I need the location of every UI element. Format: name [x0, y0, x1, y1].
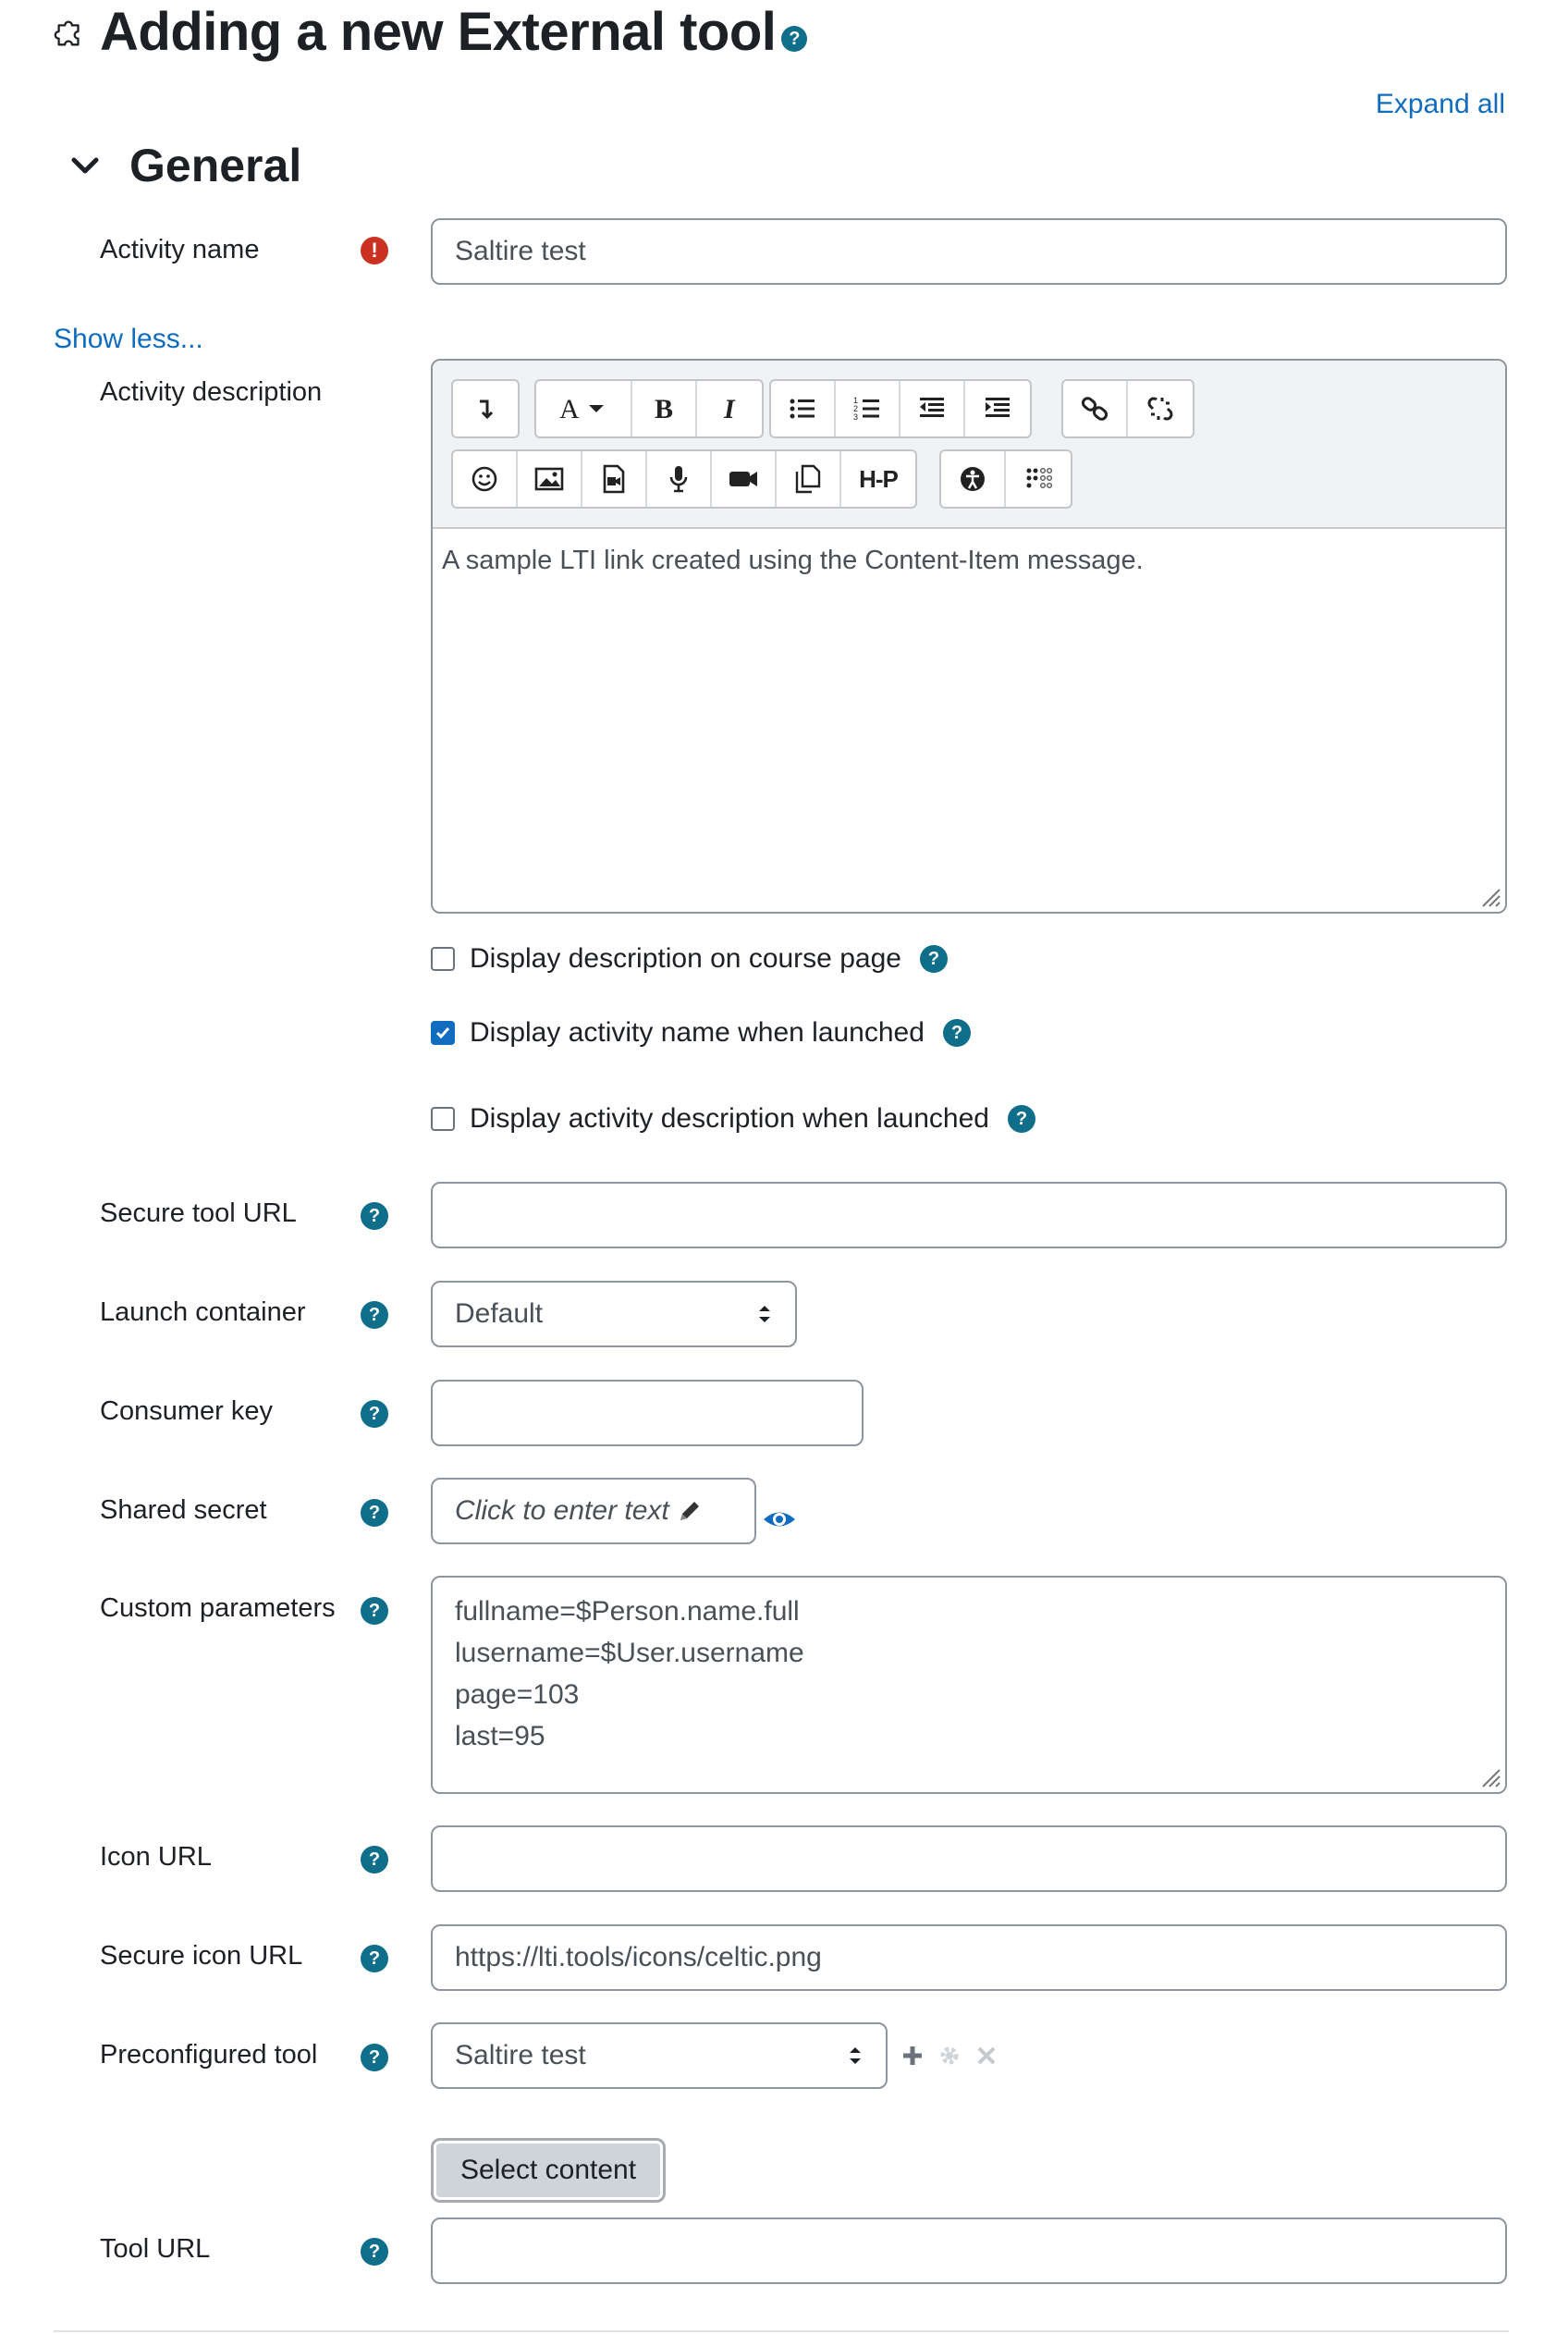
svg-text:1: 1	[853, 396, 859, 405]
shared-secret-input[interactable]	[431, 1478, 756, 1544]
help-icon[interactable]: ?	[361, 1202, 388, 1230]
emoji-icon[interactable]	[453, 451, 518, 507]
unlink-icon[interactable]	[1128, 381, 1193, 436]
shared-secret-placeholder: Click to enter text	[455, 1495, 669, 1526]
launch-container-value: Default	[455, 1298, 544, 1329]
svg-text:3: 3	[853, 412, 859, 422]
toolbar-group-accessibility	[939, 449, 1072, 509]
svg-text:2: 2	[853, 404, 859, 413]
custom-parameter-line: page=103	[455, 1679, 580, 1710]
tool-url-label: Tool URL	[100, 2234, 211, 2264]
page-header	[52, 0, 807, 65]
help-icon[interactable]: ?	[1008, 1105, 1035, 1133]
screen-reader-helper-icon[interactable]	[1006, 451, 1071, 507]
activity-name-label: Activity name	[100, 235, 260, 264]
help-icon[interactable]: ?	[361, 1499, 388, 1527]
manage-files-icon[interactable]	[777, 451, 841, 507]
activity-name-value: Saltire test	[455, 236, 586, 266]
consumer-key-input[interactable]	[431, 1380, 864, 1446]
checkmark-icon	[434, 1024, 452, 1042]
launch-container-label: Launch container	[100, 1297, 306, 1327]
custom-parameters-label: Custom parameters	[100, 1593, 336, 1623]
display-description-checkbox-row[interactable]	[431, 943, 948, 975]
help-icon[interactable]: ?	[920, 945, 948, 973]
display-activity-description-label: Display activity description when launched	[470, 1103, 989, 1134]
media-icon[interactable]	[582, 451, 647, 507]
svg-text:A: A	[559, 394, 580, 424]
custom-parameter-line: last=95	[455, 1721, 545, 1751]
help-icon[interactable]: ?	[361, 1945, 388, 1972]
icon-url-input[interactable]	[431, 1825, 1507, 1892]
shared-secret-label: Shared secret	[100, 1495, 267, 1525]
accessibility-checker-icon[interactable]	[941, 451, 1006, 507]
tool-url-input[interactable]	[431, 2217, 1507, 2284]
secure-icon-url-input[interactable]	[431, 1924, 1507, 1991]
preconfigured-tool-select[interactable]	[431, 2022, 888, 2089]
activity-description-label: Activity description	[100, 377, 323, 407]
secure-icon-url-label: Secure icon URL	[100, 1941, 303, 1971]
eye-icon[interactable]	[762, 1505, 797, 1533]
secure-icon-url-value: https://lti.tools/icons/celtic.png	[455, 1942, 822, 1972]
display-activity-name-checkbox[interactable]	[431, 1021, 455, 1045]
preconfigured-tool-actions	[900, 2044, 998, 2068]
help-icon[interactable]: ?	[361, 2238, 388, 2266]
toolbar-group-lists	[769, 379, 1032, 438]
resize-handle-icon[interactable]	[1477, 1764, 1501, 1788]
help-icon[interactable]: ?	[781, 26, 807, 52]
activity-name-input[interactable]	[431, 218, 1507, 285]
close-icon[interactable]	[974, 2044, 998, 2068]
bold-icon[interactable]	[632, 381, 697, 436]
numbered-list-icon[interactable]	[836, 381, 900, 436]
gear-icon[interactable]	[937, 2044, 962, 2068]
help-icon[interactable]: ?	[361, 1301, 388, 1329]
custom-parameter-line: fullname=$Person.name.full	[455, 1596, 800, 1627]
select-content-button[interactable]: Select content	[431, 2138, 666, 2203]
display-description-label: Display description on course page	[470, 943, 901, 974]
toolbar-group-links	[1061, 379, 1194, 438]
h5p-icon[interactable]	[841, 451, 915, 507]
collapse-icon[interactable]	[453, 381, 518, 436]
pencil-icon	[677, 1498, 703, 1524]
custom-parameters-textarea[interactable]	[431, 1576, 1507, 1794]
display-activity-name-checkbox-row[interactable]	[431, 1017, 971, 1049]
divider	[54, 2330, 1509, 2332]
custom-parameter-line: lusername=$User.username	[455, 1638, 804, 1668]
link-icon[interactable]	[1063, 381, 1128, 436]
chevron-down-icon[interactable]	[67, 147, 104, 184]
help-icon[interactable]: ?	[361, 1400, 388, 1428]
launch-container-select[interactable]	[431, 1281, 797, 1347]
record-video-icon[interactable]	[712, 451, 777, 507]
bullet-list-icon[interactable]	[771, 381, 836, 436]
activity-description-editor[interactable]	[431, 359, 1507, 914]
display-activity-description-checkbox-row[interactable]	[431, 1103, 1035, 1135]
preconfigured-tool-label: Preconfigured tool	[100, 2040, 318, 2070]
display-activity-description-checkbox[interactable]	[431, 1107, 455, 1131]
resize-handle-icon[interactable]	[1477, 884, 1501, 908]
puzzle-piece-icon	[52, 15, 87, 50]
select-arrows-icon	[756, 1302, 773, 1326]
secure-tool-url-label: Secure tool URL	[100, 1198, 297, 1228]
help-icon[interactable]: ?	[361, 1846, 388, 1873]
help-icon[interactable]: ?	[943, 1019, 971, 1047]
display-description-checkbox[interactable]	[431, 947, 455, 971]
svg-text:B: B	[655, 394, 674, 424]
page-title: Adding a new External tool	[100, 2, 777, 62]
italic-icon[interactable]	[697, 381, 762, 436]
outdent-icon[interactable]	[900, 381, 965, 436]
font-size-icon[interactable]	[536, 381, 632, 436]
svg-text:I: I	[724, 394, 735, 424]
icon-url-label: Icon URL	[100, 1842, 212, 1872]
show-less-link[interactable]: Show less...	[54, 324, 203, 354]
section-title: General	[129, 140, 302, 191]
preconfigured-tool-value: Saltire test	[455, 2040, 586, 2070]
editor-content[interactable]: A sample LTI link created using the Content-Item message.	[442, 546, 1144, 575]
secure-tool-url-input[interactable]	[431, 1182, 1507, 1248]
toolbar-group-collapse	[451, 379, 520, 438]
display-activity-name-label: Display activity name when launched	[470, 1017, 925, 1048]
help-icon[interactable]: ?	[361, 1597, 388, 1625]
required-icon: !	[361, 237, 388, 264]
select-arrows-icon	[847, 2044, 864, 2068]
expand-all-link[interactable]: Expand all	[1375, 89, 1505, 119]
h5p-label: H-P	[859, 464, 898, 493]
toolbar-group-style	[534, 379, 764, 438]
custom-parameters-lines	[455, 1591, 804, 1757]
help-icon[interactable]: ?	[361, 2044, 388, 2071]
indent-icon[interactable]	[965, 381, 1030, 436]
image-icon[interactable]	[518, 451, 582, 507]
section-header-general[interactable]	[67, 139, 301, 192]
editor-toolbar	[433, 361, 1505, 529]
add-icon[interactable]	[900, 2044, 925, 2068]
consumer-key-label: Consumer key	[100, 1396, 273, 1426]
toolbar-group-insert	[451, 449, 917, 509]
record-audio-icon[interactable]	[647, 451, 712, 507]
